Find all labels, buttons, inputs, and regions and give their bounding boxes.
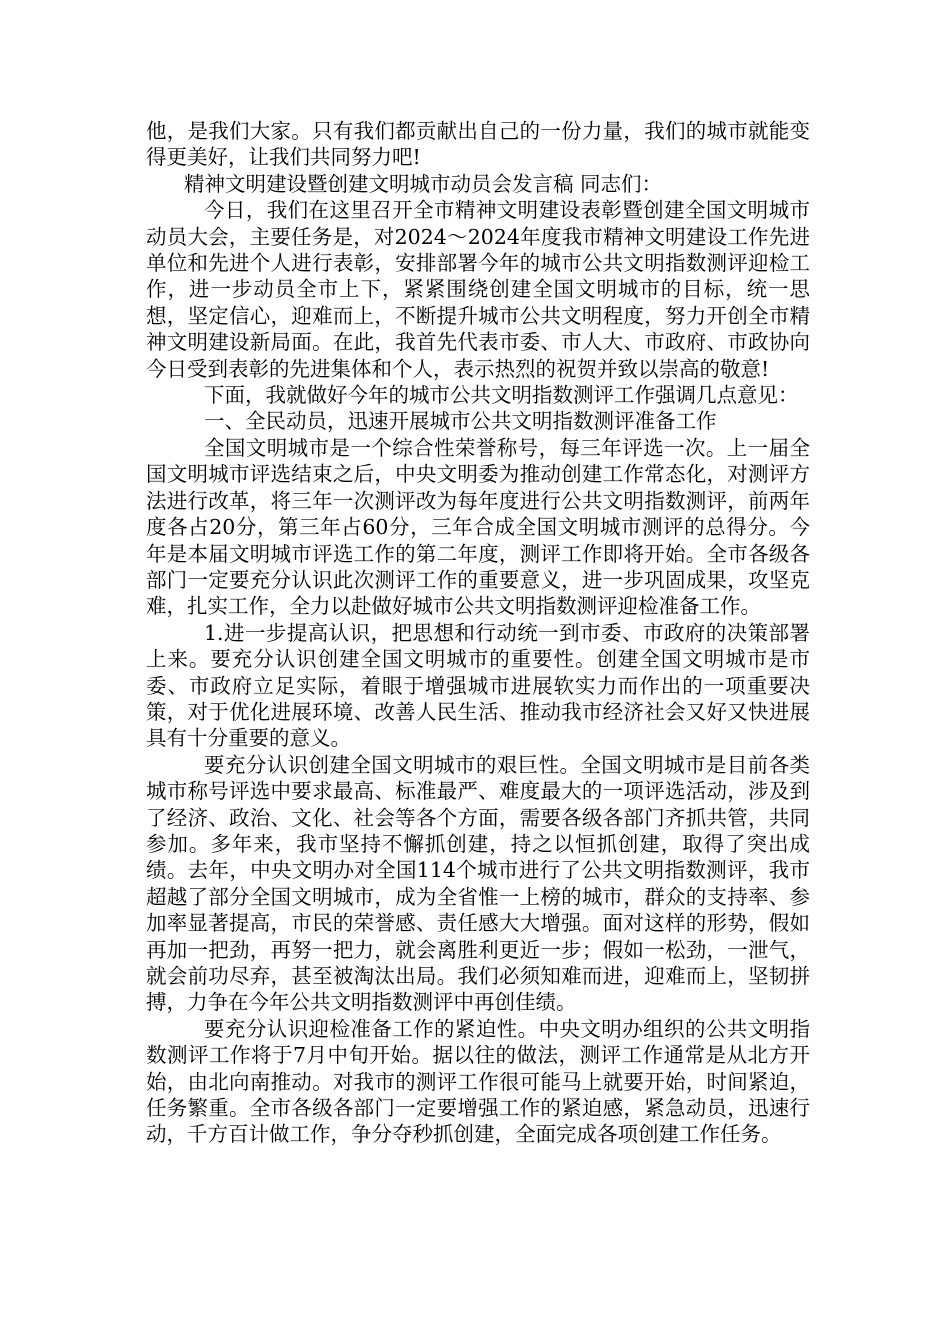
paragraph-closing: 他，是我们大家。只有我们都贡献出自己的一份力量，我们的城市就能变得更美好，让我们共同努力吧! [146, 119, 810, 170]
paragraph-urgency: 要充分认识迎检准备工作的紧迫性。中央文明办组织的公共文明指数测评工作将于7月中旬开始。据以往的做法，测评工作通常是从北方开始，由北向南推动。对我市的测评工作很可能马上就要开始，时间紧迫，任务繁重。全市各级各部门一定要增强工作的紧迫感，紧急动员，迅速行动，千方百计做工作，争分夺秒抓创建，全面完成各项创建工作任务。 [146, 1016, 810, 1147]
paragraph-section-1: 全国文明城市是一个综合性荣誉称号，每三年评选一次。上一届全国文明城市评选结束之后，中央文明委为推动创建工作常态化，对测评方法进行改革，将三年一次测评改为每年度进行公共文明指数测评，前两年度各占20分，第三年占60分，三年合成全国文明城市测评的总得分。今年是本届文明城市评选工作的第二年度，测评工作即将开始。全市各级各部门一定要充分认识此次测评工作的重要意义，进一步巩固成果，攻坚克难，扎实工作，全力以赴做好城市公共文明指数测评迎检准备工作。 [146, 435, 810, 619]
section-heading-1: 一、全民动员，迅速开展城市公共文明指数测评准备工作 [204, 409, 717, 434]
paragraph-intro: 下面，我就做好今年的城市公共文明指数测评工作强调几点意见： [204, 383, 799, 408]
paragraph-point-1: 1.进一步提高认识，把思想和行动统一到市委、市政府的决策部署上来。要充分认识创建全国文明城市的重要性。创建全国文明城市是市委、市政府立足实际，着眼于增强城市进展软实力而作出的一项重要决策，对于优化进展环境、改善人民生活、推动我市经济社会又好又快进展具有十分重要的意义。 [146, 620, 810, 751]
speech-title: 精神文明建设暨创建文明城市动员会发言稿 同志们： [184, 171, 663, 196]
paragraph-opening: 今日，我们在这里召开全市精神文明建设表彰暨创建全国文明城市动员大会，主要任务是，对2024～2024年度我市精神文明建设工作先进单位和先进个人进行表彰，安排部署今年的城市公共文明指数测评迎检工作，进一步动员全市上下，紧紧围绕创建全国文明城市的目标，统一思想，坚定信心，迎难而上，不断提升城市公共文明程度，努力开创全市精神文明建设新局面。在此，我首先代表市委、市人大、市政府、市政协向今日受到表彰的先进集体和个人，表示热烈的祝贺并致以崇高的敬意! [146, 198, 810, 381]
paragraph-difficulty: 要充分认识创建全国文明城市的艰巨性。全国文明城市是目前各类城市称号评选中要求最高、标准最严、难度最大的一项评选活动，涉及到了经济、政治、文化、社会等各个方面，需要各级各部门齐抓共管，共同参加。多年来，我市坚持不懈抓创建，持之以恒抓创建，取得了突出成绩。去年，中央文明办对全国114个城市进行了公共文明指数测评，我市超越了部分全国文明城市，成为全省惟一上榜的城市，群众的支持率、参加率显著提高，市民的荣誉感、责任感大大增强。面对这样的形势，假如再加一把劲，再努一把力，就会离胜利更近一步；假如一松劲，一泄气，就会前功尽弃，甚至被淘汰出局。我们必须知难而进，迎难而上，坚韧拼搏，力争在今年公共文明指数测评中再创佳绩。 [146, 752, 810, 1015]
document-page [146, 118, 810, 1148]
